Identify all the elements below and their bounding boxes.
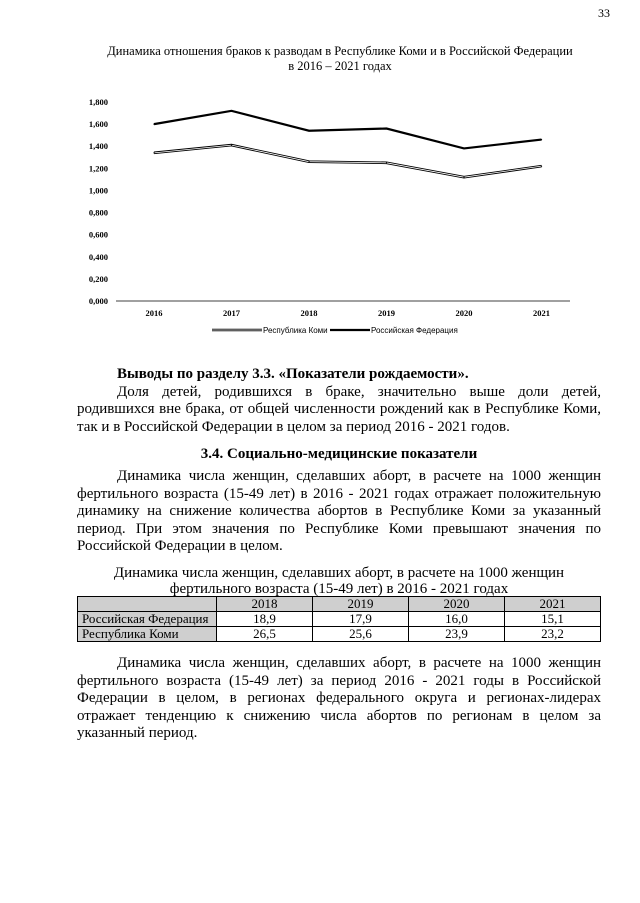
data-point — [231, 110, 232, 111]
data-point — [541, 166, 542, 167]
table-cell: 18,9 — [217, 612, 313, 627]
table-title — [77, 565, 601, 597]
data-point — [231, 145, 232, 146]
section-3-4-heading: 3.4. Социально-медицинские показатели — [200, 446, 478, 462]
x-tick-label: 2021 — [533, 308, 550, 318]
table-header-cell: 2019 — [313, 597, 409, 612]
series-line-1 — [154, 111, 542, 149]
table-header-cell: 2018 — [217, 597, 313, 612]
data-point — [308, 161, 309, 162]
y-tick-label: 1,600 — [88, 119, 108, 130]
table-cell: 17,9 — [313, 612, 409, 627]
data-point — [153, 152, 154, 153]
data-point — [541, 139, 542, 140]
section-3-3-text: Доля детей, родившихся в браке, значительно выше доли детей, родившихся вне брака, от общей численности рождений как в Республике Коми, так и в Российской Федерации в целом за период 2016 - 2021 годов. — [77, 383, 601, 435]
data-point — [463, 177, 464, 178]
data-point — [463, 148, 464, 149]
table-header-cell: 2021 — [505, 597, 601, 612]
table-header-cell — [78, 597, 217, 612]
y-tick-label: 1,000 — [88, 185, 108, 196]
x-tick-label: 2019 — [378, 308, 395, 318]
table-row — [78, 627, 601, 642]
data-point — [386, 128, 387, 129]
table-cell: 23,9 — [409, 627, 505, 642]
section-3-4-paragraph-1-block — [77, 468, 601, 556]
x-tick-label: 2018 — [300, 308, 318, 318]
data-point — [153, 124, 154, 125]
y-tick-label: 0,200 — [88, 273, 108, 284]
series-line-0 — [154, 145, 542, 177]
abortion-table — [77, 596, 601, 642]
chart-title-line-2: в 2016 – 2021 годах — [288, 59, 392, 73]
y-tick-label: 0,600 — [88, 229, 108, 240]
x-tick-label: 2017 — [223, 308, 240, 318]
table-cell: 26,5 — [217, 627, 313, 642]
x-tick-label: 2020 — [455, 308, 473, 318]
section-3-3-heading: Выводы по разделу 3.3. «Показатели рождаемости». — [117, 366, 469, 382]
data-point — [386, 162, 387, 163]
table-cell: 15,1 — [505, 612, 601, 627]
legend-label-0: Республика Коми — [263, 326, 328, 335]
table-header-cell: 2020 — [409, 597, 505, 612]
x-tick-label: 2016 — [145, 308, 163, 318]
legend-label-1: Российская Федерация — [371, 326, 458, 335]
section-3-3-block — [77, 366, 601, 436]
table-cell: 16,0 — [409, 612, 505, 627]
y-tick-label: 0,000 — [88, 296, 108, 306]
section-3-4-paragraph-1: Динамика числа женщин, сделавших аборт, в расчете на 1000 женщин фертильного возраста (15-49 лет) в 2016 - 2021 годах отражает положительную динамику на снижение количества абортов в Республике Коми за указанный период. При этом значения по Республике Коми превышают значения по Российской Федерации в целом. — [77, 468, 601, 555]
table-title-line-1: Динамика числа женщин, сделавших аборт, в расчете на 1000 женщин — [113, 565, 565, 581]
y-tick-label: 1,200 — [88, 163, 108, 174]
table-header-row — [78, 597, 601, 612]
line-chart — [70, 92, 570, 342]
section-3-4-paragraph-2-block — [77, 655, 601, 743]
y-tick-label: 1,400 — [88, 141, 108, 152]
data-point — [308, 130, 309, 131]
table-cell: 23,2 — [505, 627, 601, 642]
table-cell: 25,6 — [313, 627, 409, 642]
table-row-label: Республика Коми — [78, 627, 217, 642]
table-row-label: Российская Федерация — [78, 612, 217, 627]
y-tick-label: 0,400 — [88, 251, 108, 262]
y-tick-label: 1,800 — [88, 97, 108, 107]
table-title-line-2: фертильного возраста (15-49 лет) в 2016 - 2021 годах — [169, 581, 509, 597]
table-row — [78, 612, 601, 627]
section-3-4-paragraph-2: Динамика числа женщин, сделавших аборт, в расчете на 1000 женщин фертильного возраста (15-49 лет) за период 2016 - 2021 годы в Российской Федерации в целом, в регионах федерального округа и регионах-лидерах отражает тенденцию к снижению числа абортов по регионам в целом за указанный период. — [77, 655, 601, 742]
page-number: 33 — [598, 6, 610, 20]
chart-title-line-1: Динамика отношения браков к разводам в Республике Коми и в Российской Федерации — [107, 44, 573, 58]
chart-title — [80, 44, 600, 74]
y-tick-label: 0,800 — [88, 207, 108, 218]
